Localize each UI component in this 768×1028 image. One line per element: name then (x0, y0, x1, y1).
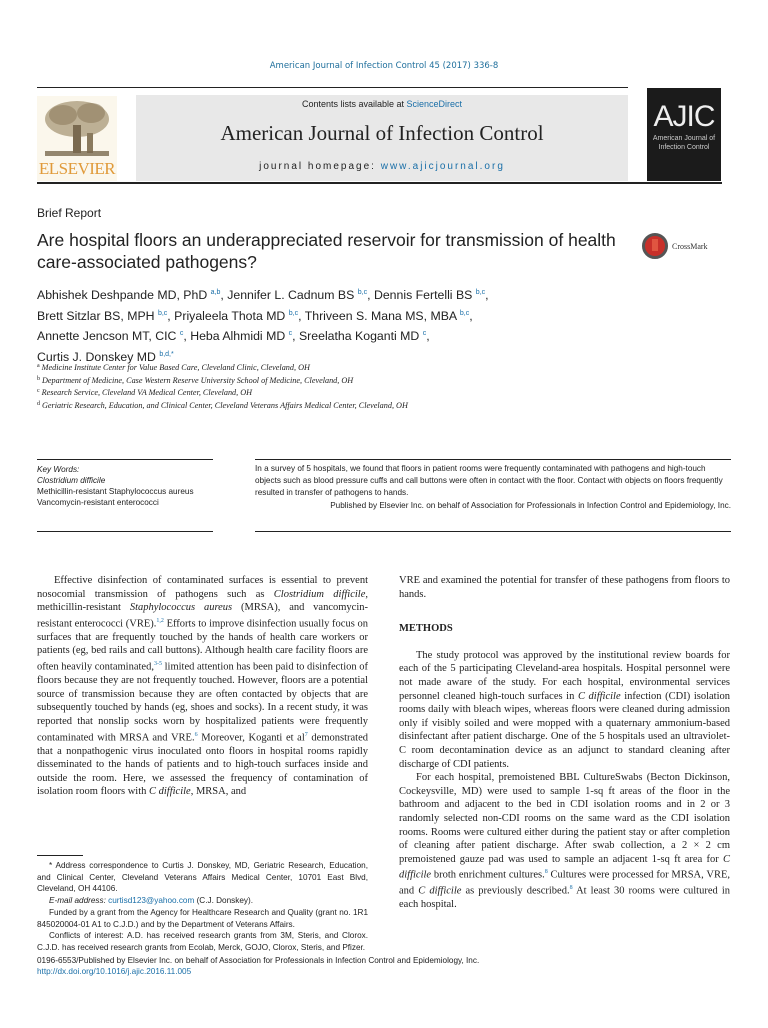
ajic-logo-text: AJIC (653, 100, 715, 133)
author-affiliation-link[interactable]: b,c (459, 309, 470, 317)
intro-continuation: VRE and examined the potential for transfer of these pathogens from floors to hands. (399, 575, 730, 600)
affiliation-list (37, 361, 408, 411)
crossmark-icon (642, 233, 668, 259)
crossmark-label: CrossMark (672, 241, 708, 251)
body-left-column (37, 574, 368, 799)
intro-paragraph: Effective disinfection of contaminated surfaces is essential to prevent nosocomial transmission of pathogens such as Clostridium difficile, methicillin-resistant Staphylococcus aureus (MRSA), and vancomycin-resistant enterococci (VRE).$^{1,2}$ Efforts to improve disinfection usually focus on surfaces that are frequently touched by the hands of health care workers or patients (eg, bed rails and call buttons). Although health care facility floors are often heavily contaminated,$^{3-5}$ limited attention has been paid to disinfection of floors because they are not frequently touched. However, floors are a potential source of transmission because they are often contacted by objects that are subsequently touched by hands (eg, shoes and socks). In a recent study, it was reported that nonslip socks worn by hospitalized patients were frequently contaminated with MRSA and VRE.$^6$ Moreover, Koganti et $al^7$ demonstrated that a nonpathogenic virus inoculated onto floors in hospital rooms rapidly disseminated to the hands of patients and to high-touch surfaces inside and outside the room. Here, we assessed the frequency of contamination of isolation room floors with C difficile, MRSA, and (37, 575, 368, 798)
journal-title: American Journal of Infection Control (220, 121, 544, 145)
article-type: Brief Report (37, 206, 102, 220)
author-name: Jennifer L. Cadnum BS (227, 288, 355, 302)
author-name: Thriveen S. Mana MS, MBA (304, 308, 457, 323)
author-separator: , (298, 308, 305, 323)
affiliation-text: Department of Medicine, Case Western Reserve University School of Medicine, Cleveland, OH (42, 375, 354, 385)
author-affiliation-link[interactable]: b,d,* (159, 350, 174, 358)
author-affiliation-link[interactable]: b,c (288, 309, 299, 317)
article-title: Are hospital floors an underappreciated reservoir for transmission of health care-associated pathogens? (37, 230, 616, 272)
reference-link[interactable]: 6 (194, 731, 198, 738)
author-name: Sreelatha Koganti MD (298, 329, 420, 343)
author-name: Heba Alhmidi MD (190, 329, 286, 343)
journal-banner (136, 95, 628, 181)
reference-link[interactable]: 8 (544, 869, 548, 876)
reference-link[interactable]: 3-5 (153, 661, 162, 668)
author-name: Dennis Fertelli BS (373, 288, 473, 302)
author-affiliation-link[interactable]: c (422, 330, 427, 337)
page-footer (37, 955, 479, 977)
doi-link[interactable]: http://dx.doi.org/10.1016/j.ajic.2016.11.005 (37, 967, 192, 976)
issn-line: 0196-6553/Published by Elsevier Inc. on behalf of Association for Professionals in Infection Control and Epidemiology, Inc. (37, 956, 480, 965)
abstract-bottom-rule (255, 531, 731, 532)
correspondence-note: * Address correspondence to Curtis J. Donskey, MD, Geriatric Research, Education, and Clinical Center, Cleveland Veterans Affairs Medical Center, 10701 East Blvd, Cleveland, OH 44106. (37, 861, 368, 894)
methods-heading: METHODS (399, 623, 453, 635)
ajic-logo-line1: American Journal of (652, 135, 716, 142)
crossmark-button[interactable] (642, 233, 708, 259)
methods-paragraph: The study protocol was approved by the institutional review boards for each of the 5 participating Cleveland-area hospitals. Hospital personnel were not made aware of the study. For each hospital, environmental services personnel cleaned high-touch surfaces in C difficile infection (CDI) isolation rooms daily with bleach wipes, whereas floors were cleaned during admission only if visibly soiled and were mopped with a quaternary ammonium-based disinfectant after patient discharge. One of the 5 hospitals used an ultraviolet-C room decontamination device as an adjunct to standard cleaning after discharge of CDI patients. (399, 649, 731, 770)
affiliation-text: Medicine Institute Center for Value Based Care, Cleveland Clinic, Cleveland, OH (41, 363, 310, 372)
author-list (37, 284, 597, 366)
affiliation-mark: d (37, 400, 40, 407)
author-name: Annette Jencson MT, CIC (37, 329, 177, 343)
author-separator: , (485, 288, 489, 302)
author-name: Curtis J. Donskey MD (37, 349, 156, 364)
reference-link[interactable]: 8 (569, 885, 573, 892)
abstract-text: In a survey of 5 hospitals, we found that floors in patient rooms were frequently contaminated with pathogens and high-touch objects such as blood pressure cuffs and call buttons were often in contact with the floor. Contact with objects on floors frequently resulted in transfer of pathogens to hands. (255, 464, 723, 498)
author-affiliation-link[interactable]: b,c (475, 289, 486, 296)
footnotes (37, 855, 368, 954)
keyword-item (37, 475, 213, 486)
homepage-line (136, 161, 628, 172)
journal-homepage-link[interactable]: www.ajicjournal.org (380, 161, 505, 172)
author-separator: , (167, 308, 175, 323)
reference-link[interactable]: 7 (304, 731, 308, 738)
author-affiliation-link[interactable]: c (179, 330, 184, 337)
author-separator: , (220, 288, 228, 302)
funding-note: Funded by a grant from the Agency for Healthcare Research and Quality (grant no. 1R1 845020004-01 A1 to C.J.D.) and by the Department of Veterans Affairs. (37, 907, 368, 929)
header-bottom-rule (37, 182, 722, 184)
author-name: Priyaleela Thota MD (174, 308, 286, 323)
affiliation-mark: b (37, 375, 40, 382)
author-separator: , (183, 329, 191, 343)
author-affiliation-link[interactable]: a,b (210, 289, 221, 296)
affiliation-mark: c (37, 388, 40, 394)
author-separator: , (367, 288, 374, 302)
author-name: Brett Sitzlar BS, MPH (37, 308, 155, 323)
homepage-prefix: journal homepage: (259, 161, 381, 172)
affiliation-item (37, 386, 408, 399)
author-affiliation-link[interactable]: b,c (357, 289, 368, 296)
journal-citation[interactable]: American Journal of Infection Control 45 (2017) 336-8 (269, 61, 499, 71)
affiliation-text: Research Service, Cleveland VA Medical Center, Cleveland, OH (41, 388, 253, 397)
methods-paragraph: For each hospital, premoistened BBL CultureSwabs (Becton Dickinson, Cockeysville, MD) were used to sample 1-sq ft areas of the floor in the bathroom and adjacent to the bed in CDI isolation rooms and in 2 or 3 randomly selected non-CDI rooms on the same ward as the CDI isolation rooms. Rooms were cultured either during the patient stay or after completion of cleaning after patient discharge. After swab collection, a 2 × 2 cm premoistened gauze pad was used to sample an adjacent 1-sq ft area for C difficile broth enrichment cultures.$^8$ Cultures were processed for MRSA, VRE, and C difficile as previously described.$^8$ At least 30 rooms were cultured in each hospital. (399, 772, 730, 911)
email-link[interactable]: curtisd123@yahoo.com (108, 896, 195, 906)
affiliation-item (37, 399, 408, 412)
keywords-box (37, 460, 213, 508)
footnote-rule (37, 855, 83, 856)
affiliation-mark: a (37, 363, 40, 369)
affiliation-text: Geriatric Research, Education, and Clinical Center, Cleveland Veterans Affairs Medical Center, Cleveland, OH (42, 400, 408, 410)
keywords-title: Key Words: (37, 465, 80, 474)
author-affiliation-link[interactable]: c (288, 330, 293, 337)
author-separator: , (292, 329, 299, 343)
keywords-bottom-rule (37, 531, 213, 532)
email-label: E-mail address: (49, 896, 109, 906)
keyword-item: Methicillin-resistant Staphylococcus aureus (37, 487, 194, 496)
keyword-item: Vancomycin-resistant enterococci (37, 498, 159, 507)
ajic-logo[interactable] (647, 88, 721, 181)
author-separator: , (426, 329, 430, 343)
conflicts-note: Conflicts of interest: A.D. has received research grants from 3M, Steris, and Clorox. C.J.D. has received research grants from Ecolab, Merck, GOJO, Clorox, Steris, and Pfizer. (37, 931, 368, 952)
contents-line (136, 99, 628, 109)
sciencedirect-link[interactable]: ScienceDirect (406, 99, 463, 109)
abstract-box (255, 463, 731, 512)
elsevier-logo[interactable] (37, 96, 117, 181)
header-top-rule (37, 87, 628, 88)
abstract-top-rule (255, 459, 731, 460)
affiliation-item (37, 361, 408, 374)
elsevier-wordmark: ELSEVIER (38, 159, 116, 178)
author-name: Abhishek Deshpande MD, PhD (37, 288, 208, 302)
abstract-publisher-note: Published by Elsevier Inc. on behalf of Association for Professionals in Infection Control and Epidemiology, Inc. (330, 500, 731, 510)
contents-prefix: Contents lists available at (301, 99, 407, 109)
reference-link[interactable]: 1,2 (156, 617, 164, 624)
elsevier-tree-icon (43, 99, 111, 159)
keyword-text: Clostridium difficile (37, 476, 106, 485)
author-affiliation-link[interactable]: b,c (157, 309, 168, 317)
ajic-logo-line2: Infection Control (658, 144, 710, 151)
author-separator: , (469, 308, 473, 323)
body-right-column (399, 574, 730, 912)
email-note (37, 895, 368, 907)
affiliation-item (37, 374, 408, 387)
email-suffix: (C.J. Donskey). (194, 896, 253, 906)
